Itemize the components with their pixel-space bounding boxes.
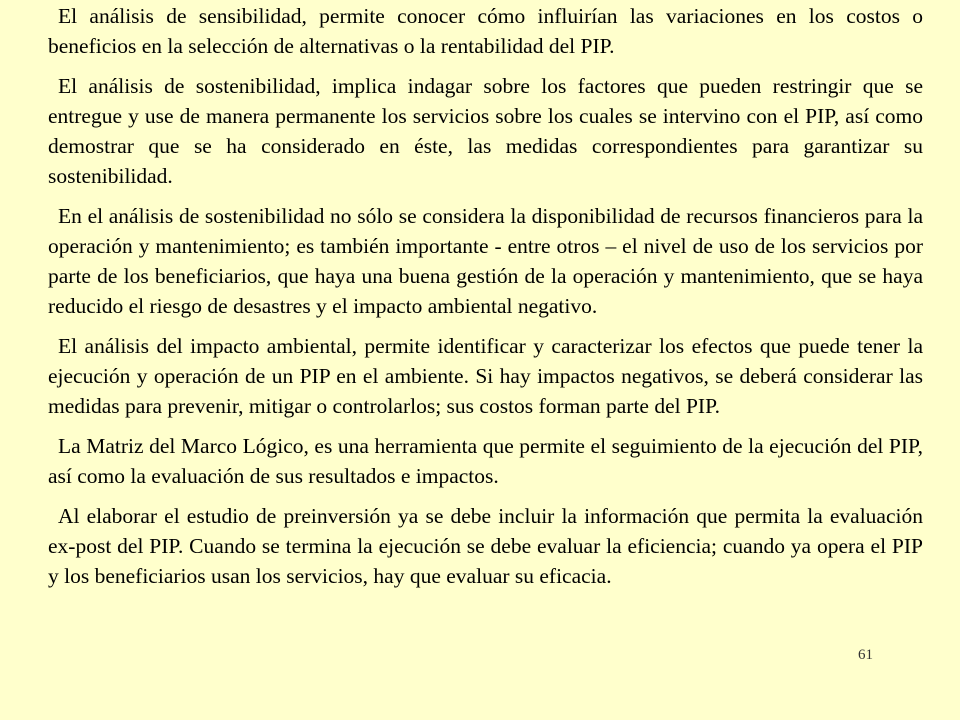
paragraph-sensitivity-analysis: El análisis de sensibilidad, permite conocer cómo influirían las variaciones en los costos o beneficios en la selección de alternativas o la rentabilidad del PIP. bbox=[48, 4, 923, 58]
paragraph-ex-post-evaluation: Al elaborar el estudio de preinversión ya se debe incluir la información que permita la evaluación ex-post del PIP. Cuando se termina la ejecución se debe evaluar la eficiencia; cuando ya opera el PIP y los beneficiarios usan los servicios, hay que evaluar su eficacia. bbox=[48, 504, 923, 588]
slide-body-text bbox=[48, 1, 923, 601]
page-number: 61 bbox=[858, 647, 873, 663]
paragraph-sustainability-analysis: El análisis de sostenibilidad, implica indagar sobre los factores que pueden restringir que se entregue y use de manera permanente los servicios sobre los cuales se intervino con el PIP, así como demostrar que se ha considerado en éste, las medidas correspondientes para garantizar su sostenibilidad. bbox=[48, 74, 923, 188]
paragraph-environmental-impact: El análisis del impacto ambiental, permite identificar y caracterizar los efectos que puede tener la ejecución y operación de un PIP en el ambiente. Si hay impactos negativos, se deberá considerar las medidas para prevenir, mitigar o controlarlos; sus costos forman parte del PIP. bbox=[48, 334, 923, 418]
paragraph-logical-framework: La Matriz del Marco Lógico, es una herramienta que permite el seguimiento de la ejecución del PIP, así como la evaluación de sus resultados e impactos. bbox=[48, 434, 923, 488]
paragraph-sustainability-factors: En el análisis de sostenibilidad no sólo se considera la disponibilidad de recursos financieros para la operación y mantenimiento; es también importante - entre otros – el nivel de uso de los servicios por parte de los beneficiarios, que haya una buena gestión de la operación y mantenimiento, que se haya reducido el riesgo de desastres y el impacto ambiental negativo. bbox=[48, 204, 923, 318]
